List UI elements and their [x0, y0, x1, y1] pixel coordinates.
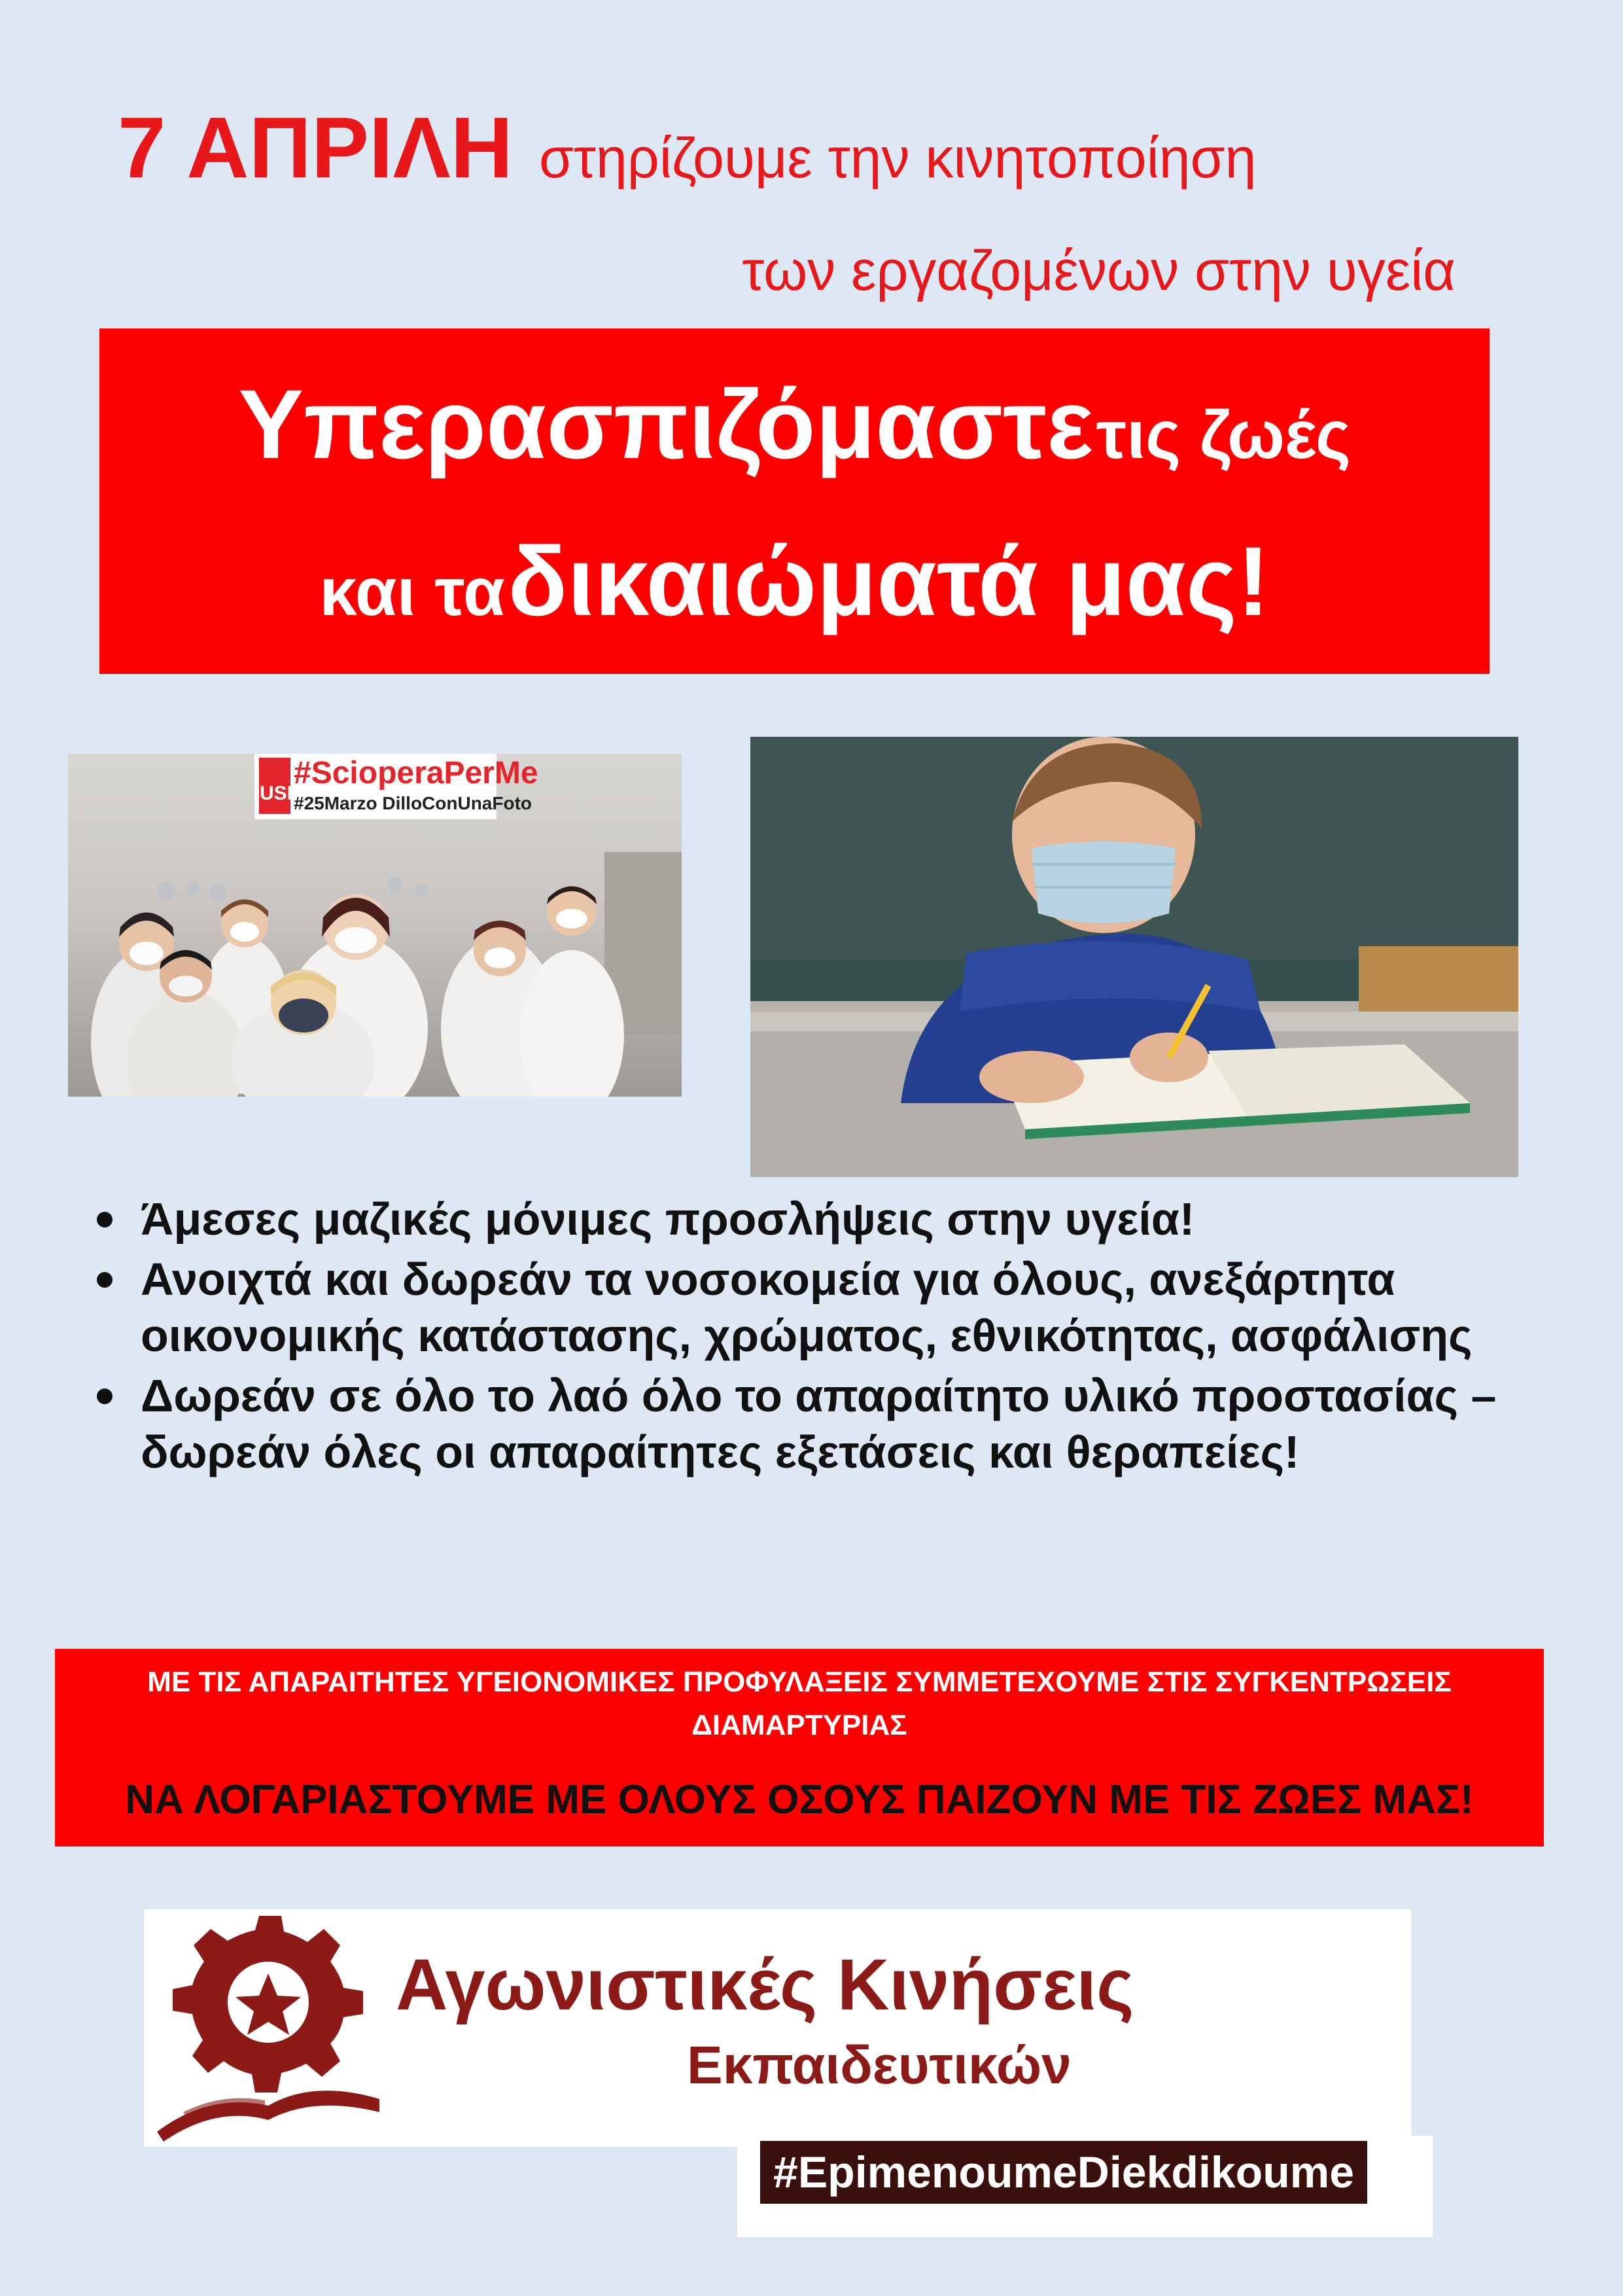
list-item	[92, 1368, 1531, 1480]
bullet-icon	[97, 1272, 113, 1288]
bullet-text-1: Άμεσες μαζικές μόνιμες προσλήψεις στην υγεία!	[141, 1193, 1195, 1245]
protest-notice	[55, 1649, 1544, 1846]
banner-line-1-small: τις ζωές	[1096, 397, 1351, 473]
banner-line-2-big: δικαιώματά μας!	[508, 526, 1270, 636]
hashtag-sciopera: #ScioperaPerMe	[294, 756, 538, 790]
banner-line-2-small: και τα	[319, 554, 505, 630]
bullet-text-3: Δωρεάν σε όλο το λαό όλο το απαραίτητο υλικό προστασίας – δωρεάν όλες οι απαραίτητες εξετάσεις και θεραπείες!	[141, 1370, 1497, 1477]
gear-star-book-icon	[144, 1916, 393, 2145]
notice-line-1: ΜΕ ΤΙΣ ΑΠΑΡΑΙΤΗΤΕΣ ΥΓΕΙΟΝΟΜΙΚΕΣ ΠΡΟΦΥΛΑΞΕΙΣ ΣΥΜΜΕΤΕΧΟΥΜΕ ΣΤΙΣ ΣΥΓΚΕΝΤΡΩΣΕΙΣ ΔΙΑΜΑΡΤΥΡΙΑΣ	[147, 1666, 1452, 1741]
photo-student-with-mask	[750, 737, 1518, 1177]
list-item	[92, 1251, 1531, 1364]
main-banner	[99, 328, 1490, 674]
bullet-icon	[97, 1212, 113, 1227]
header-line-2: των εργαζομένων στην υγεία	[742, 239, 1456, 302]
bullet-icon	[97, 1388, 113, 1404]
bullet-text-2: Ανοιχτά και δωρεάν τα νοσοκομεία για όλους, ανεξάρτητα οικονομικής κατάστασης, χρώματος, εθνικότητας, ασφάλισης	[141, 1254, 1473, 1361]
photo-health-workers	[68, 754, 682, 1097]
banner-line-1-big: Υπερασπιζόμαστε	[238, 369, 1094, 479]
logo-title: Αγωνιστικές Κινήσεις	[396, 1945, 1134, 2025]
header-line-1	[118, 98, 1524, 197]
demands-list	[92, 1191, 1531, 1484]
banner-line-2	[99, 525, 1490, 638]
student-illustration	[750, 737, 1518, 1177]
usb-badge: USB	[260, 783, 302, 804]
notice-line-2: ΝΑ ΛΟΓΑΡΙΑΣΤΟΥΜΕ ΜΕ ΟΛΟΥΣ ΟΣΟΥΣ ΠΑΙΖΟΥΝ ΜΕ ΤΙΣ ΖΩΕΣ ΜΑΣ!	[125, 1777, 1474, 1822]
list-item	[92, 1191, 1531, 1247]
logo-subtitle: Εκπαιδευτικών	[687, 2036, 1072, 2095]
header-line-1-text: στηρίζουμε την κινητοποίηση	[538, 127, 1257, 190]
banner-line-1	[99, 368, 1490, 481]
header-date: 7 ΑΠΡΙΛΗ	[118, 99, 513, 196]
hashtag-25marzo: #25Marzo DilloConUnaFoto	[294, 793, 532, 813]
hashtag-label: #EpimenoumeDiekdikoume	[760, 2141, 1367, 2204]
